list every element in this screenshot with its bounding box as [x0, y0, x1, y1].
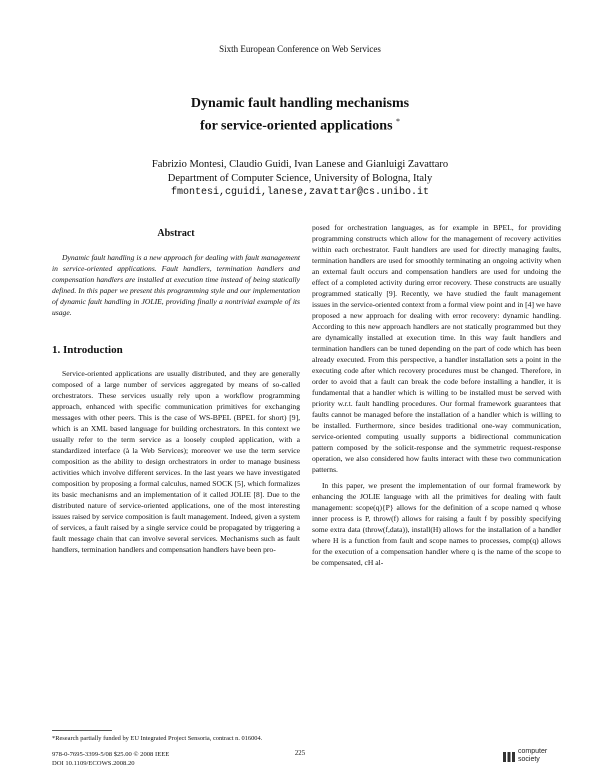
author-names: Fabrizio Montesi, Claudio Guidi, Ivan Lanese and Gianluigi Zavattaro [151, 159, 449, 170]
computer-society-logo [502, 744, 558, 770]
computer-society-logo-icon [502, 750, 516, 764]
author-affiliation: Department of Computer Science, University of Bologna, Italy [167, 173, 433, 184]
author-emails: fmontesi,cguidi,lanese,zavattar@cs.unibo.it [170, 187, 430, 198]
right-column-text [312, 222, 561, 568]
title-footnote-mark: * [396, 117, 401, 126]
conference-header: Sixth European Conference on Web Services [219, 44, 381, 54]
title-line-2 [0, 113, 600, 136]
footnote: *Research partially funded by EU Integrated Project Sensoria, contract n. 016004. [52, 735, 263, 742]
introduction-paragraph-1: Service-oriented applications are usually distributed, and they are generally composed of a large number of services aggregated by means of so-called orchestrators. These services usually rely upon a workflow programming approach, enhanced with specific communication primitives for exchanging messages with other peers. This is the case of WS-BPEL (BPEL for short) [9], which is an XML based language for building orchestrators. In this context we usually refer to the term service as a loosely coupled application, with a standardized interface (à la Web Services); moreover we use the term service composition as the ability to design orchestrators in order to manage business activities which involve different services. In the last years we have investigated composition by proposing a formal calculus, named SOCK [5], which formalizes its basic mechanisms and an implementation of it called JOLIE [8]. Due to the distributed nature of service-oriented applications, one of the most interesting issues raised by service composition is fault management. Indeed, given a system of services, a fault raised by a single service could be propagated by triggering a fault message chain that can involve several services. Mechanisms such as fault handlers, termination handlers and compensation handlers have been pro- [52, 369, 300, 554]
logo-text-top: computer [518, 748, 548, 755]
title-line-1: Dynamic fault handling mechanisms [190, 96, 410, 111]
logo-text [518, 748, 547, 764]
paper-title [0, 95, 600, 136]
footnote-rule [52, 730, 112, 731]
footer-doi: DOI 10.1109/ECOWS.2008.20 [52, 760, 135, 767]
abstract-paragraph: Dynamic fault handling is a new approach for dealing with fault management in service-oriented applications. Fault handlers, termination handlers and compensation handlers are installed at execution time instead of being statically defined. In this paper we present this programming style and our implementation of dynamic fault handling in JOLIE, providing finally a nontrivial example of its usage. [52, 253, 300, 317]
footer-isbn: 978-0-7695-3399-5/08 $25.00 © 2008 IEEE [52, 751, 170, 758]
section-heading-introduction: 1. Introduction [52, 344, 123, 356]
page-number: 225 [294, 750, 306, 757]
introduction-text [52, 368, 300, 555]
abstract-text [52, 252, 300, 318]
right-paragraph-2: In this paper, we present the implementation of our formal framework by enhancing the JOLIE language with all the primitives for dealing with fault management: scope(q){P} allows for the definition of a scope named q whose inner process is P, throw(f) allows for raising a fault f by possibly specifying some extra data (throw(f,data)), install(H) allows for the installation of a handler where H is a function from fault and scope names to processes, comp(q) allows for the execution of a compensation handler where q is the name of the scope to be compensated, cH al- [312, 481, 561, 567]
abstract-heading: Abstract [157, 228, 195, 239]
author-block [0, 158, 600, 200]
logo-text-bottom: society [518, 756, 540, 763]
title-line-2-text: for service-oriented applications [199, 118, 393, 134]
right-paragraph-1: posed for orchestration languages, as for example in BPEL, for providing programming constructs which allow for the management of recovery activities within each orchestrator. Fault handlers are used for directly managing faults, termination handlers are used for smoothly terminating an ongoing activity when an external fault occurs and compensation handlers are used for undoing the effect of a completed activity during error recovery. These constructs are usually programmed statically [9]. Recently, we have studied the fault management issues in the service-oriented context from a formal view point and in [4] we have proposed a new approach for dealing with error recovery: dynamic handling. According to this new approach handlers are not statically programmed but they are dynamically installed at execution time. In this way fault handlers and termination handlers can be tuned depending on the part of code which has been already executed. From this perspective, a handler installation sets a point in the executing code after which recovery procedures must be changed. Therefore, in order to avoid that a fault can break the code before installing a handler, it is fundamental that a handler which is willing to be installed must be served with priority w.r.t. fault handling procedures. Our formal framework guarantees that faults cannot be managed before the installation of a handler which is willing to be installed. Furthermore, since besides traditional one-way communication, service-oriented computing usually supports a bidirectional communication pattern composed by the solicit-response and the symmetric request-response operation, we also considered how faults interact with these two communication patterns. [312, 223, 561, 474]
